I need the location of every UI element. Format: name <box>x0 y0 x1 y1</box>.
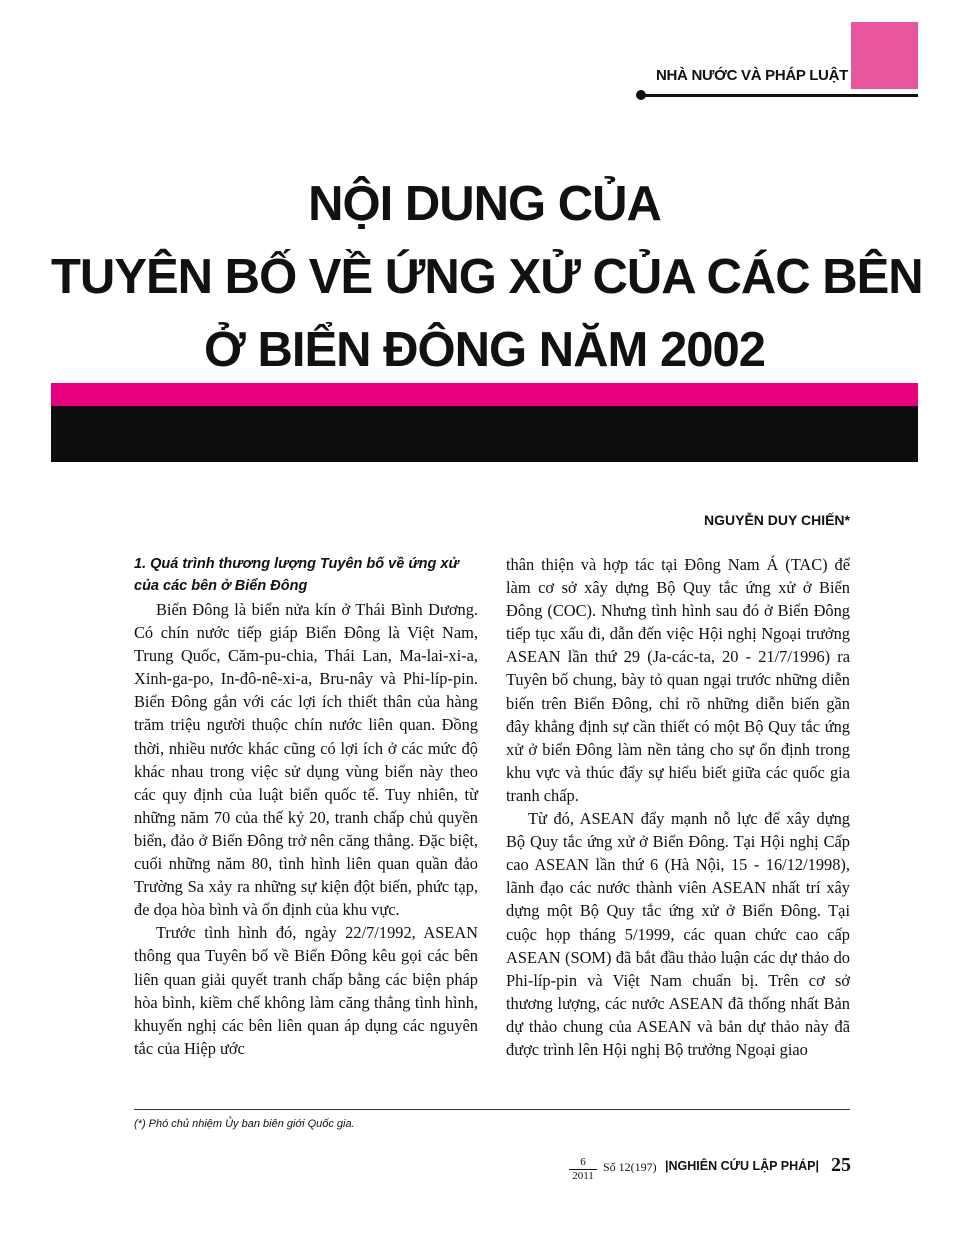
section-heading: 1. Quá trình thương lượng Tuyên bố về ứng xử của các bên ở Biển Đông <box>134 556 459 594</box>
title-band-pink <box>51 383 918 406</box>
author-name: NGUYỄN DUY CHIẾN* <box>704 512 850 528</box>
text-column-right <box>506 553 850 1061</box>
title-line-2: TUYÊN BỐ VỀ ỨNG XỬ CỦA CÁC BÊN <box>51 250 923 304</box>
section-rule <box>641 94 918 97</box>
page-number: 25 <box>831 1154 851 1176</box>
paragraph: thân thiện và hợp tác tại Đông Nam Á (TAC) để làm cơ sở xây dựng Bộ Quy tắc ứng xử ở Biển Đông (COC). Nhưng tình hình sau đó ở Biển Đông tiếp tục xấu đi, dẫn đến việc Hội nghị Ngoại trưởng ASEAN lần thứ 29 (Ja-các-ta, 20 - 21/7/1996) ra Tuyên bố chung, bày tỏ quan ngại trước những diễn biến trên Biển Đông, chỉ rõ những diễn biến gần đây khẳng định sự cần thiết có một Bộ Quy tắc ứng xử ở biển Đông làm nền tảng cho sự ổn định trong khu vực và thúc đẩy sự hiểu biết giữa các quốc gia tranh chấp. <box>506 555 850 805</box>
issue-month: 6 <box>569 1156 597 1170</box>
issue-year: 2011 <box>572 1170 594 1182</box>
title-line-3: Ở BIỂN ĐÔNG NĂM 2002 <box>204 323 765 377</box>
paragraph: Biển Đông là biển nửa kín ở Thái Bình Dương. Có chín nước tiếp giáp Biển Đông là Việt Nam, Trung Quốc, Căm-pu-chia, Thái Lan, Ma-lai-xi-a, Xinh-ga-po, In-đô-nê-xi-a, Bru-nây và Phi-líp-pin. Biển Đông gắn với các lợi ích thiết thân của hàng trăm triệu người thuộc chín nước liên quan. Đồng thời, nhiều nước khác cũng có lợi ích ở các mức độ khác nhau trong việc sử dụng vùng biển này theo các quy định của luật biển quốc tế. Tuy nhiên, từ những năm 70 của thế kỷ 20, tranh chấp chủ quyền biển, đảo ở Biển Đông trở nên căng thẳng. Đặc biệt, cuối những năm 80, tình hình liên quan quần đảo Trường Sa xảy ra những sự kiện đột biến, phức tạp, đe dọa hòa bình và ổn định của khu vực. <box>134 600 478 920</box>
article-title <box>51 168 923 387</box>
footnote: (*) Phó chủ nhiệm Ủy ban biên giới Quốc gia. <box>134 1118 355 1130</box>
section-label: NHÀ NƯỚC VÀ PHÁP LUẬT <box>655 67 848 84</box>
issue-number: Số 12(197) <box>603 1160 657 1174</box>
page-footer <box>569 1156 859 1190</box>
paragraph: Trước tình hình đó, ngày 22/7/1992, ASEAN thông qua Tuyên bố về Biển Đông kêu gọi các bên liên quan giải quyết tranh chấp bằng các biện pháp hòa bình, kiềm chế không làm căng thẳng tình hình, khuyến nghị các bên liên quan áp dụng các nguyên tắc của Hiệp ước <box>134 923 478 1058</box>
paragraph: Từ đó, ASEAN đẩy mạnh nỗ lực để xây dựng Bộ Quy tắc ứng xử ở Biển Đông. Tại Hội nghị Cấp cao ASEAN lần thứ 6 (Hà Nội, 15 - 16/12/1998), lãnh đạo các nước thành viên ASEAN nhất trí xây dựng một Bộ Quy tắc ứng xử ở Biển Đông. Tại cuộc họp tháng 5/1999, các quan chức cao cấp ASEAN (SOM) đã bắt đầu thảo luận các dự thảo do Phi-líp-pin và Việt Nam chuẩn bị. Trên cơ sở thương lượng, các nước ASEAN đã thống nhất Bản dự thảo chung của ASEAN và bản dự thảo này đã được trình lên Hội nghị Bộ trưởng Ngoại giao <box>506 809 850 1059</box>
journal-name: |NGHIÊN CỨU LẬP PHÁP| <box>665 1159 819 1173</box>
issue-date <box>569 1156 597 1183</box>
text-column-left <box>134 553 478 1060</box>
section-color-block <box>851 22 918 89</box>
title-line-1: NỘI DUNG CỦA <box>308 177 661 231</box>
title-band-black <box>51 406 918 462</box>
footnote-divider <box>134 1109 850 1110</box>
